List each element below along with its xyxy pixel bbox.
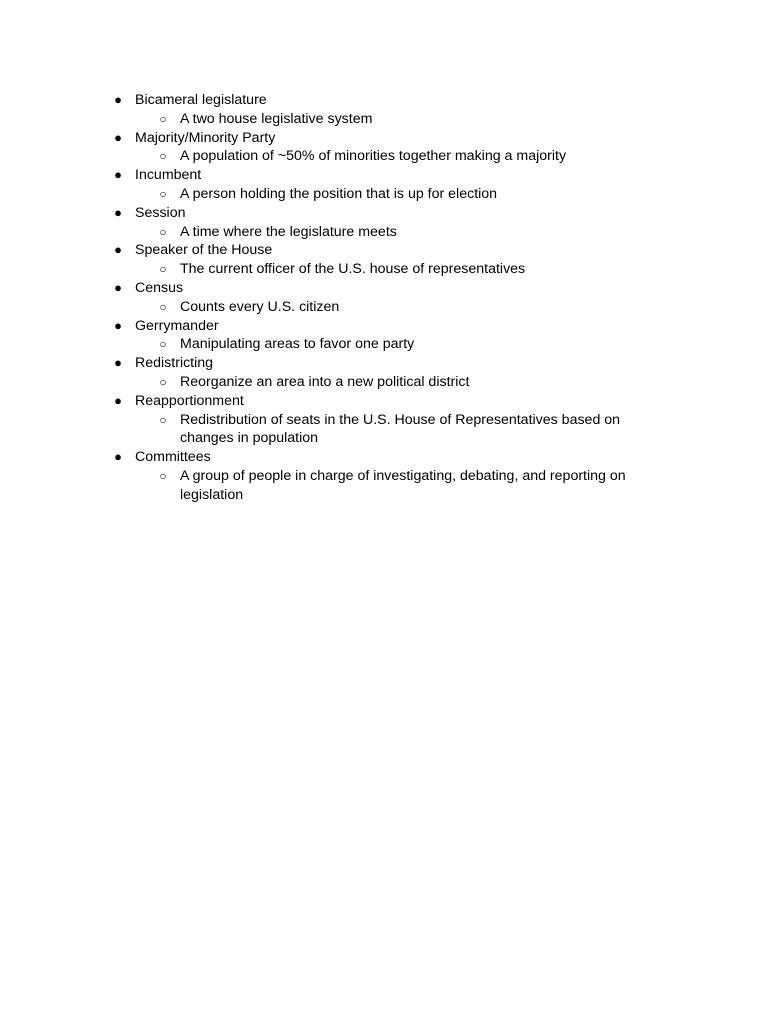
term-item [0, 392, 675, 411]
circle-bullet-icon: ○ [159, 149, 167, 164]
definition-item [0, 411, 670, 449]
definition-text: Manipulating areas to favor one party [180, 336, 415, 353]
term-item [0, 279, 675, 298]
definition-item [0, 373, 670, 392]
term-item [0, 448, 675, 467]
bullet-icon: ● [114, 279, 122, 295]
circle-bullet-icon: ○ [159, 337, 167, 352]
definition-text: Reorganize an area into a new political district [180, 373, 470, 390]
term-text: Majority/Minority Party [135, 129, 276, 146]
term-text: Reapportionment [135, 392, 244, 409]
bullet-icon: ● [114, 317, 122, 333]
term-item [0, 129, 675, 148]
term-text: Gerrymander [135, 317, 219, 334]
term-item [0, 204, 675, 223]
term-text: Speaker of the House [135, 242, 273, 259]
definition-item [0, 223, 670, 242]
term-list [0, 91, 768, 505]
term-text: Session [135, 204, 186, 221]
term-text: Redistricting [135, 355, 214, 372]
definition-item [0, 260, 670, 279]
term-text: Bicameral legislature [135, 92, 267, 108]
term-item [0, 91, 675, 110]
definition-item [0, 298, 670, 317]
bullet-icon: ● [114, 92, 122, 107]
circle-bullet-icon: ○ [159, 262, 167, 277]
definition-text: A group of people in charge of investigating, debating, and reporting on legislation [180, 467, 626, 503]
definition-text: A two house legislative system [180, 110, 373, 127]
circle-bullet-icon: ○ [159, 374, 167, 389]
circle-bullet-icon: ○ [159, 224, 167, 239]
circle-bullet-icon: ○ [159, 468, 167, 483]
definition-text: Counts every U.S. citizen [180, 298, 340, 315]
term-text: Census [135, 279, 184, 296]
definition-text: The current officer of the U.S. house of representatives [180, 261, 526, 278]
definition-text: A population of ~50% of minorities together making a majority [180, 148, 567, 165]
bullet-icon: ● [114, 167, 122, 183]
term-item [0, 241, 675, 260]
circle-bullet-icon: ○ [159, 412, 167, 427]
term-item [0, 354, 675, 373]
circle-bullet-icon: ○ [159, 299, 167, 314]
definition-item [0, 467, 670, 505]
definition-item [0, 335, 670, 354]
definition-item [0, 110, 670, 129]
term-text: Committees [135, 449, 211, 466]
definition-text: A time where the legislature meets [180, 223, 397, 240]
term-text: Incumbent [135, 167, 202, 184]
bullet-icon: ● [114, 204, 122, 220]
bullet-icon: ● [114, 129, 122, 145]
document-page [0, 91, 768, 505]
definition-text: Redistribution of seats in the U.S. House of Representatives based on changes in population [180, 411, 621, 447]
circle-bullet-icon: ○ [159, 111, 167, 126]
circle-bullet-icon: ○ [159, 186, 167, 201]
bullet-icon: ● [114, 449, 122, 465]
definition-item [0, 185, 670, 204]
bullet-icon: ● [114, 392, 122, 408]
term-item [0, 317, 675, 336]
definition-item [0, 147, 670, 166]
definition-text: A person holding the position that is up for election [180, 185, 498, 202]
bullet-icon: ● [114, 242, 122, 258]
term-item [0, 166, 675, 185]
bullet-icon: ● [114, 355, 122, 371]
